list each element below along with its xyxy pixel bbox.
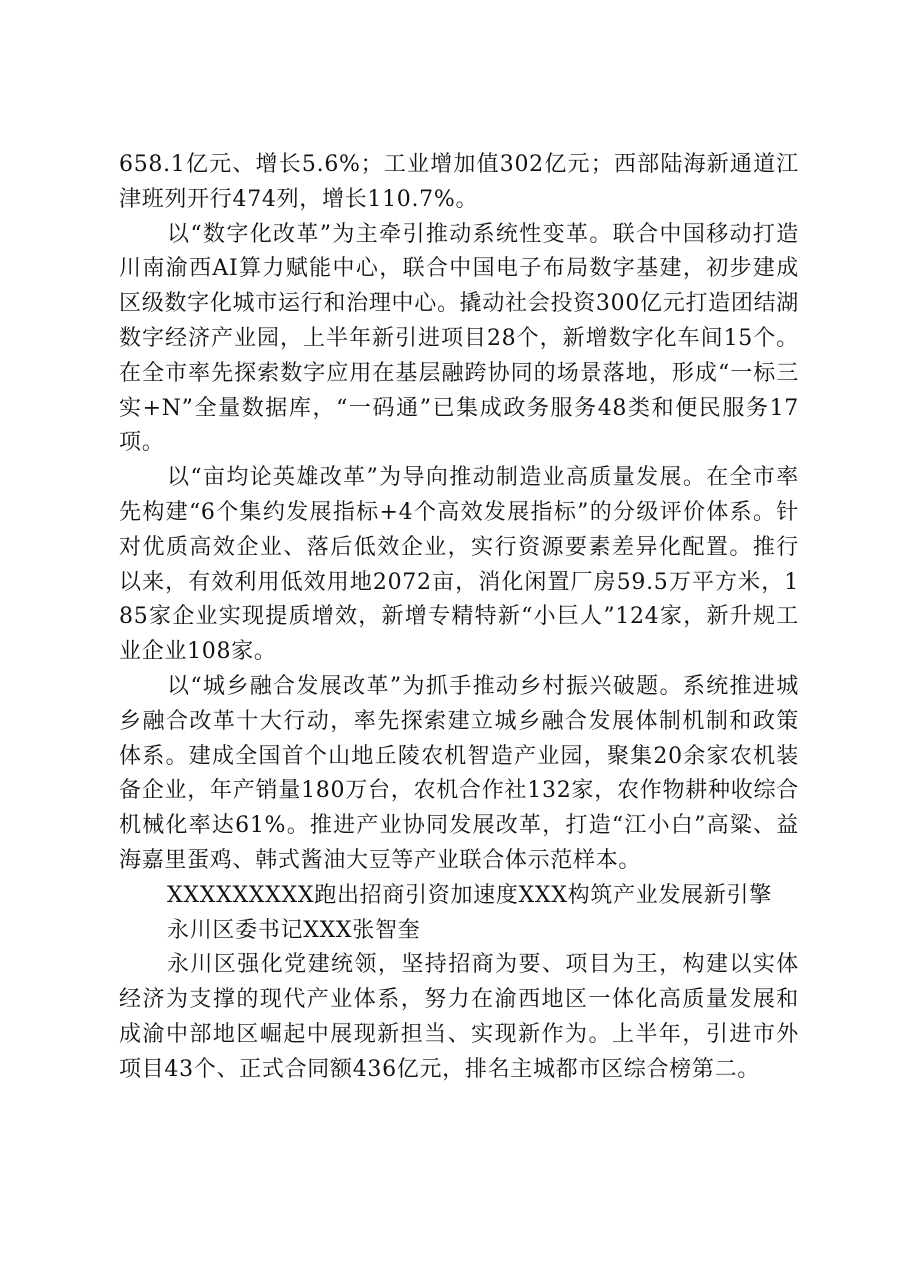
paragraph-continuation: 658.1亿元、增长5.6%；工业增加值302亿元；西部陆海新通道江津班列开行474列，增长110.7%。: [119, 152, 799, 212]
author-line: 永川区委书记XXX张智奎: [167, 917, 421, 943]
paragraph-yongchuan-summary: 永川区强化党建统领，坚持招商为要、项目为王，构建以实体经济为支撑的现代产业体系，努力在渝西地区一体化高质量发展和成渝中部地区崛起中展现新担当、实现新作为。上半年，引进市外项目43个、正式合同额436亿元，排名主城都市区综合榜第二。: [119, 952, 799, 1082]
paragraph-urban-rural-reform: 以“城乡融合发展改革”为抓手推动乡村振兴破题。系统推进城乡融合改革十大行动，率先探索建立城乡融合发展体制机制和政策体系。建成全国首个山地丘陵农机智造产业园，聚集20余家农机装备企业，年产销量180万台，农机合作社132家，农作物耕种收综合机械化率达61%。推进产业协同发展改革，打造“江小白”高粱、益海嘉里蛋鸡、韩式酱油大豆等产业联合体示范样本。: [119, 673, 799, 873]
section-title: XXXXXXXXX跑出招商引资加速度XXX构筑产业发展新引擎: [167, 882, 772, 908]
paragraph-digital-reform: 以“数字化改革”为主牵引推动系统性变革。联合中国移动打造川南渝西AI算力赋能中心，联合中国电子布局数字基建，初步建成区级数字化城市运行和治理中心。撬动社会投资300亿元打造团结湖数字经济产业园，上半年新引进项目28个，新增数字化车间15个。在全市率先探索数字应用在基层融跨协同的场景落地，形成“一标三实+N”全量数据库，“一码通”已集成政务服务48类和便民服务17项。: [119, 221, 799, 456]
document-page: [119, 148, 799, 1088]
paragraph-per-mu-reform: 以“亩均论英雄改革”为导向推动制造业高质量发展。在全市率先构建“6个集约发展指标+4个高效发展指标”的分级评价体系。针对优质高效企业、落后低效企业，实行资源要素差异化配置。推行以来，有效利用低效用地2072亩，消化闲置厂房59.5万平方米，185家企业实现提质增效，新增专精特新“小巨人”124家，新升规工业企业108家。: [119, 465, 799, 665]
